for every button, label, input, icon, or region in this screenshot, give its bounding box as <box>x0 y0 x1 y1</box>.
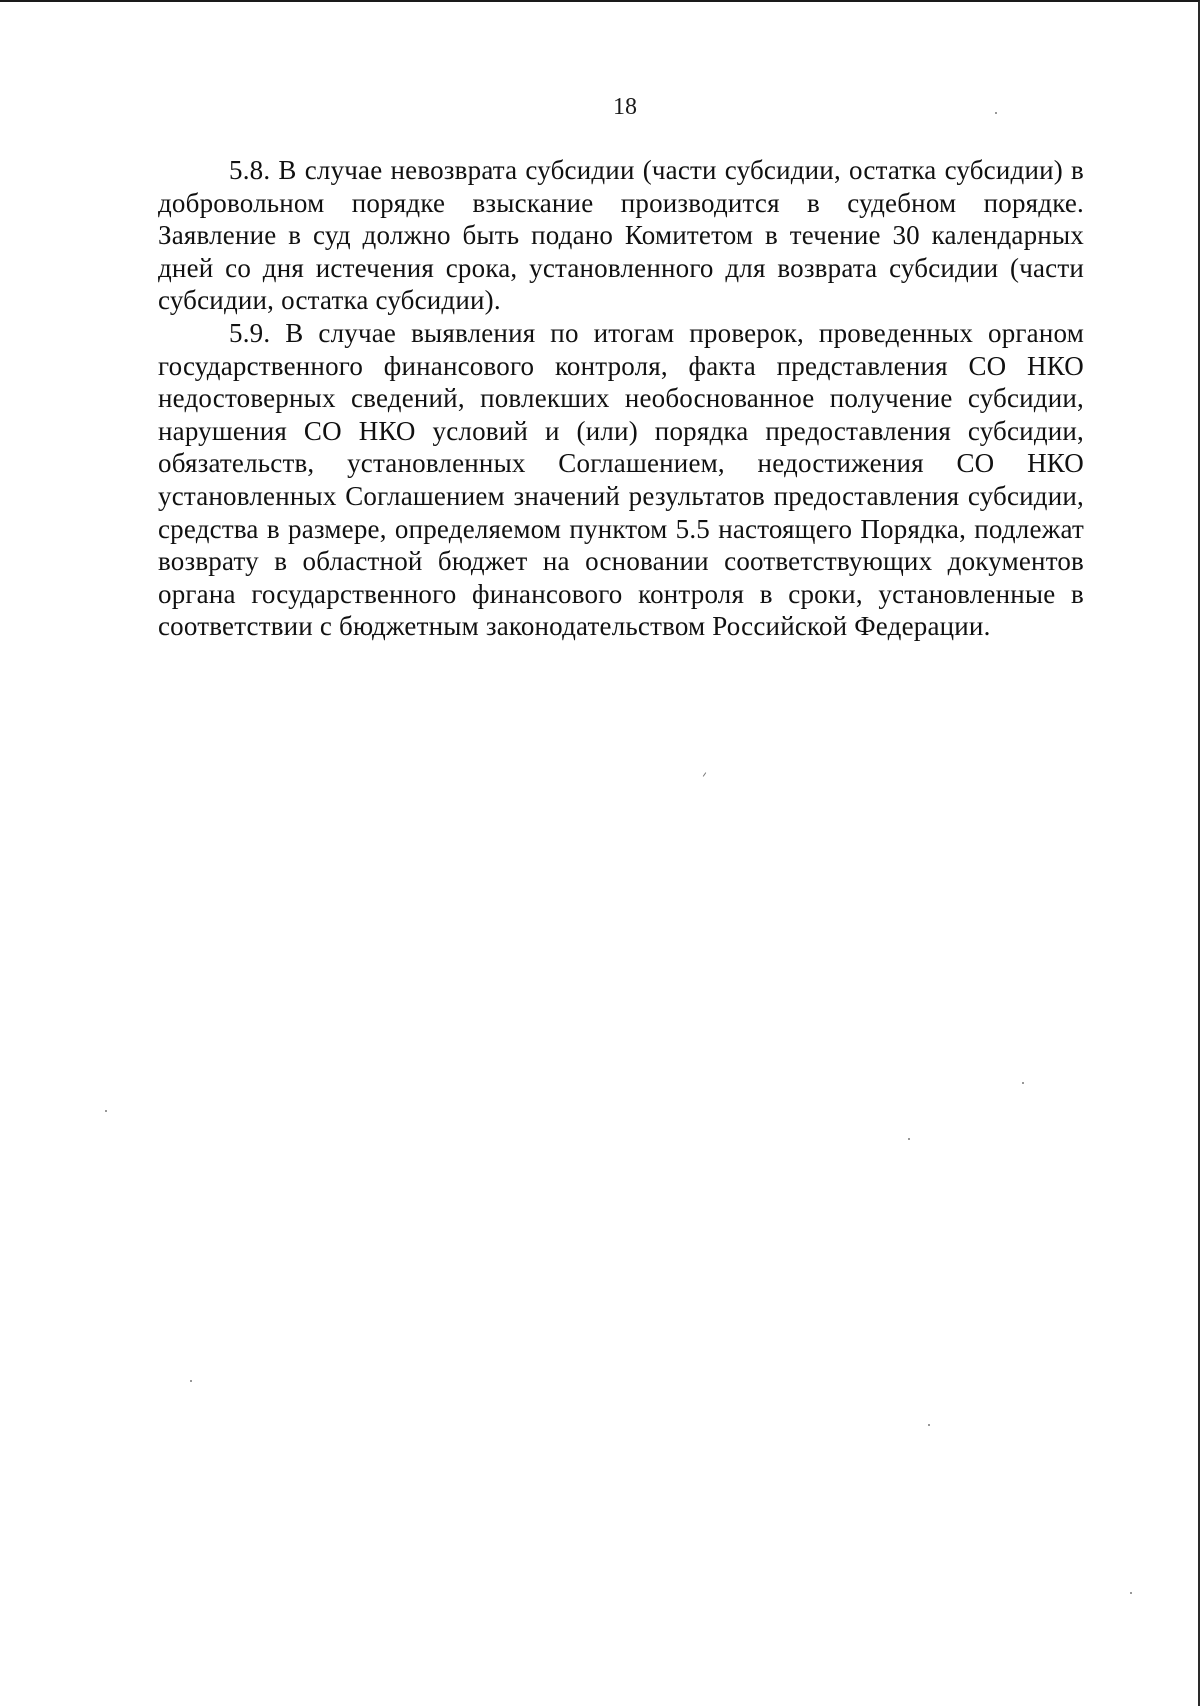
scan-speck <box>995 112 997 114</box>
document-body <box>158 154 1084 643</box>
scan-speck <box>105 1110 107 1112</box>
paragraph-5-8: 5.8. В случае невозврата субсидии (части субсидии, остатка субсидии) в добровольном порядке взыскание производится в судебном порядке. Заявление в суд должно быть подано Комитетом в течение 30 календарных дней со дня истечения срока, установленного для возврата субсидии (части субсидии, остатка субсидии). <box>158 155 1084 316</box>
scan-speck <box>1022 1082 1024 1084</box>
page-number: 18 <box>613 94 637 120</box>
scan-speck <box>928 1424 930 1426</box>
scan-speck <box>190 1380 192 1382</box>
scan-speck <box>908 1138 910 1140</box>
paragraph-5-9: 5.9. В случае выявления по итогам проверок, проведенных органом государственного финансового контроля, факта представления СО НКО недостоверных сведений, повлекших необоснованное получение субсидии, нарушения СО НКО условий и (или) порядка предоставления субсидии, обязательств, установленных Соглашением, недостижения СО НКО установленных Соглашением значений результатов предоставления субсидии, средства в размере, определяемом пунктом 5.5 настоящего Порядка, подлежат возврату в областной бюджет на основании соответствующих документов органа государственного финансового контроля в сроки, установленные в соответствии с бюджетным законодательством Российской Федерации. <box>158 317 1084 642</box>
scan-speck <box>1130 1592 1132 1594</box>
scan-speck <box>703 772 707 777</box>
